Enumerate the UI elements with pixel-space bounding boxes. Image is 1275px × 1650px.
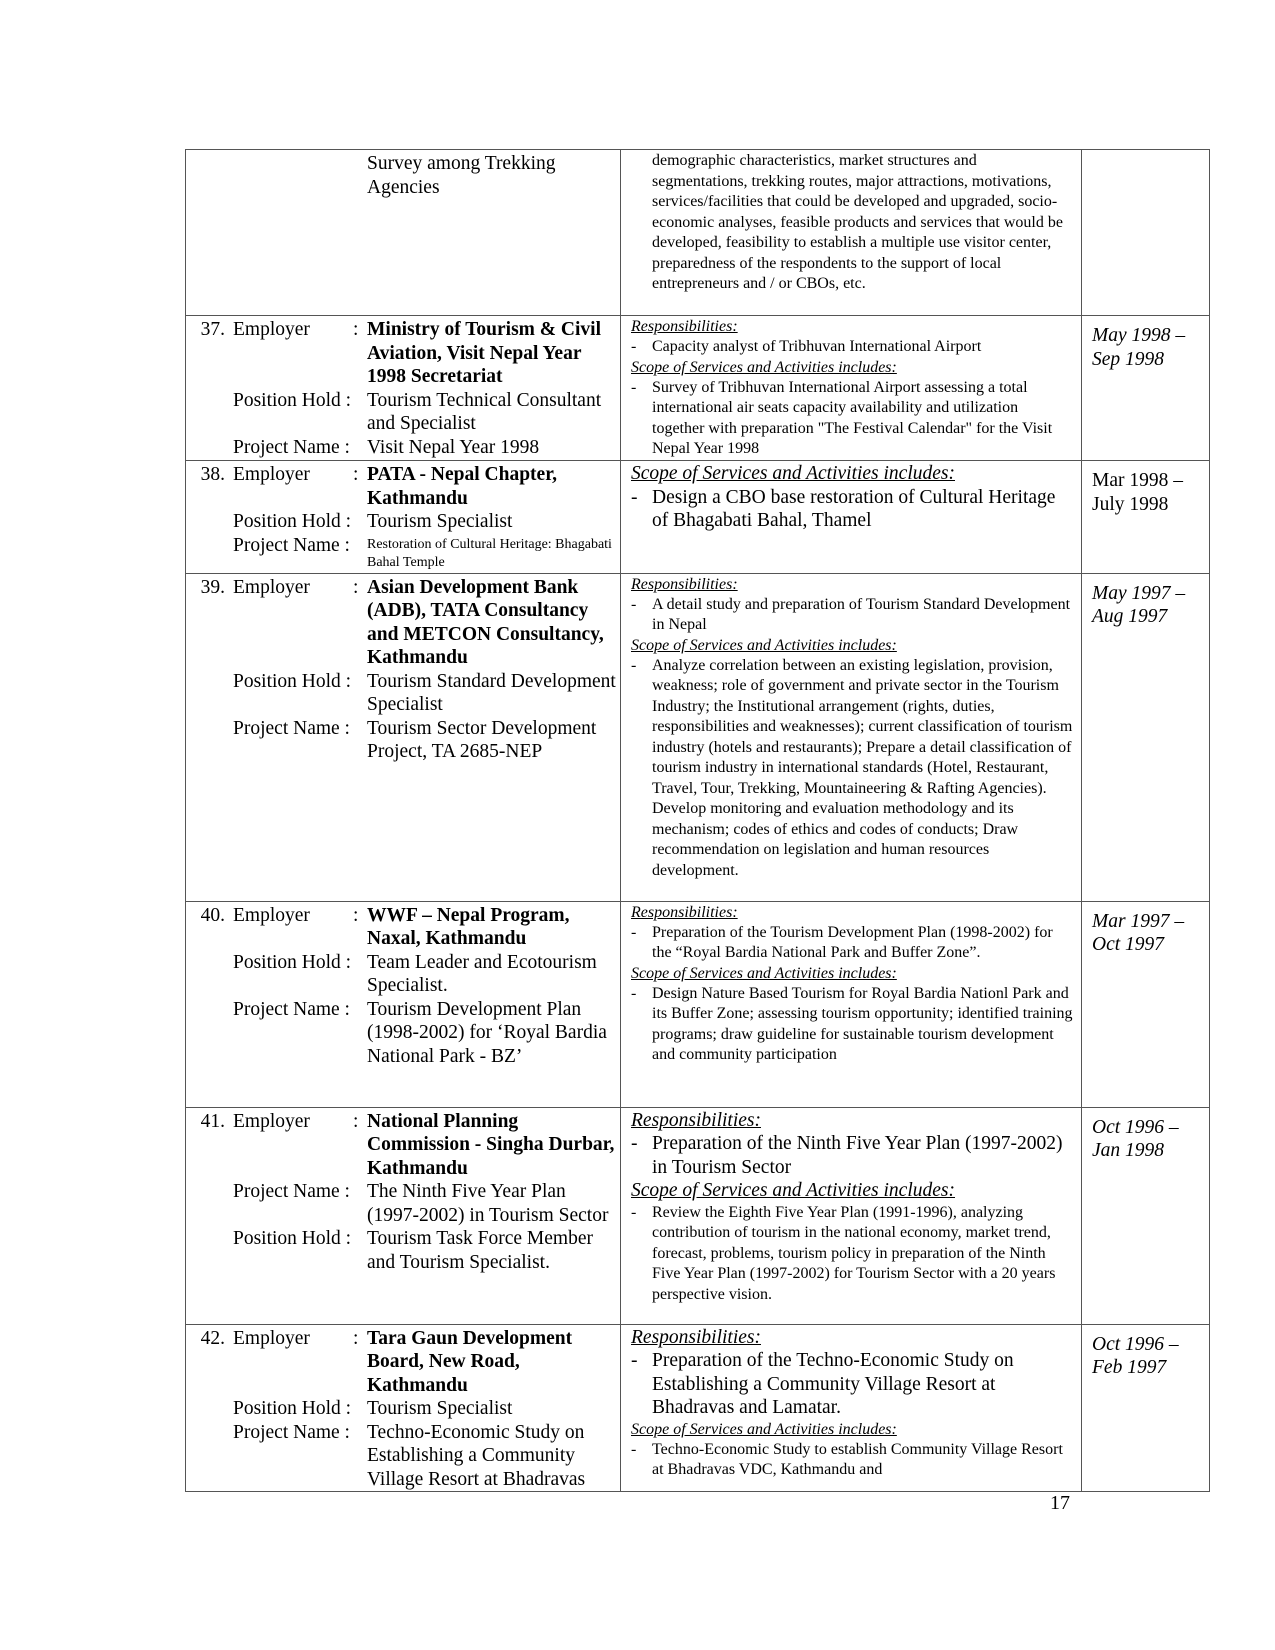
entry-number: 42. [200, 1327, 225, 1349]
table-row: 41. Employer : National Planning Commission - Singha Durbar, Kathmandu Project Name : The Ninth Five Year Plan (1997-2002) in Tourism Sector Position Hold : Tourism Task Force Member and Tourism Specialist. Responsibilities: - Preparation of the Ninth Five Year Plan (1997-2002) in Tourism Sector Scope of Services and Activities includes: - Review the Eighth Five Year Plan (1991-1996), analyzing contribution of tourism in the national economy, market trend, forecast, problems, tourism policy in preparation of the Ninth Five Year Plan (1997-2002) for Tourism Sector with a 20 years perspective vision. Oct 1996 – Jan 1998 [186, 1107, 1210, 1324]
field-label: Position Hold : [233, 951, 352, 973]
table-row [186, 150, 1210, 316]
field-value: Tourism Sector Development Project, TA 2685-NEP [367, 717, 597, 762]
field-label: Position Hold : [233, 670, 352, 692]
field-value: Restoration of Cultural Heritage: Bhagabati Bahal Temple [367, 536, 612, 570]
field-value: Visit Nepal Year 1998 [367, 436, 540, 458]
responsibilities-heading: Responsibilities: [631, 575, 738, 593]
experience-table [185, 149, 1210, 1492]
project-name-value: Survey among Trekking Agencies [367, 153, 556, 198]
field-value: Tourism Specialist [367, 511, 513, 532]
employer-value: Asian Development Bank (ADB), TATA Consultancy and METCON Consultancy, Kathmandu [367, 576, 604, 668]
scope-item: Design Nature Based Tourism for Royal Bardia Nationl Park and its Buffer Zone; assessing tourism opportunity; identified training programs; draw guideline for sustainable tourism development and community participation [652, 984, 1073, 1063]
field-value: Tourism Technical Consultant and Specialist [367, 389, 602, 434]
scope-item: Techno-Economic Study to establish Community Village Resort at Bhadravas VDC, Kathmandu and [652, 1440, 1063, 1478]
table-row: 42. Employer : Tara Gaun Development Board, New Road, Kathmandu Position Hold : Tourism Specialist Project Name : Techno-Economic Study on Establishing a Community Village Resort at Bhadravas Responsibilities: - Preparation of the Techno-Economic Study on Establishing a Community Village Resort at Bhadravas and Lamatar. Scope of Services and Activities includes: - Techno-Economic Study to establish Community Village Resort at Bhadravas VDC, Kathmandu and Oct 1996 – Feb 1997 [186, 1324, 1210, 1492]
responsibilities-heading: Responsibilities: [631, 318, 738, 335]
responsibilities-heading: Responsibilities: [631, 1109, 761, 1131]
employer-value: Ministry of Tourism & Civil Aviation, Visit Nepal Year 1998 Secretariat [367, 319, 602, 387]
entry-number: 39. [200, 576, 225, 598]
date-range: Mar 1998 – July 1998 [1092, 470, 1183, 515]
entry-number: 38. [200, 464, 225, 485]
scope-heading: Scope of Services and Activities includes: [631, 1420, 897, 1438]
employer-label: Employer [233, 904, 310, 926]
employer-label: Employer [233, 464, 310, 485]
page-number: 17 [1050, 1492, 1070, 1514]
date-range: May 1998 – Sep 1998 [1092, 325, 1186, 370]
employer-value: Tara Gaun Development Board, New Road, Kathmandu [367, 1327, 573, 1396]
employer-value: PATA - Nepal Chapter, Kathmandu [367, 464, 557, 509]
responsibility-item: Preparation of the Tourism Development Plan (1998-2002) for the “Royal Bardia National Park and Buffer Zone”. [652, 923, 1053, 961]
scope-heading: Scope of Services and Activities includes: [631, 358, 897, 376]
employer-label: Employer [233, 1110, 310, 1132]
responsibility-item: Preparation of the Techno-Economic Study on Establishing a Community Village Resort at Bhadravas and Lamatar. [652, 1350, 1014, 1418]
field-label: Position Hold : [233, 511, 352, 532]
scope-text: demographic characteristics, market structures and segmentations, trekking routes, major attractions, motivations, services/facilities that could be developed and upgraded, socio-economic analyses, feasible products and services that would be developed, feasibility to establish a multiple use visitor center, preparedness of the respondents to the support of local entrepreneurs and / or CBOs, etc. [652, 152, 1063, 292]
field-value: Tourism Standard Development Specialist [367, 670, 616, 715]
field-label: Position Hold : [233, 1398, 352, 1419]
responsibilities-heading: Responsibilities: [631, 1326, 761, 1348]
table-row: 37. Employer : Ministry of Tourism & Civil Aviation, Visit Nepal Year 1998 Secretariat Position Hold : Tourism Technical Consultant and Specialist Project Name : Visit Nepal Year 1998 Responsibilities: - Capacity analyst of Tribhuvan International Airport Scope of Services and Activities includes: - Survey of Tribhuvan International Airport assessing a total international air seats capacity availability and utilization together with preparation "The Festival Calendar" for the Visit Nepal Year 1998 May 1998 – Sep 1998 [186, 316, 1210, 461]
entry-number: 37. [200, 319, 225, 340]
employer-label: Employer [233, 576, 310, 598]
scope-heading: Scope of Services and Activities includes: [631, 463, 955, 484]
date-range [1082, 150, 1209, 158]
scope-heading: Scope of Services and Activities includes: [631, 1180, 955, 1201]
date-range: Mar 1997 – Oct 1997 [1092, 910, 1185, 955]
responsibilities-heading: Responsibilities: [631, 903, 738, 921]
table-row: 39. Employer : Asian Development Bank (ADB), TATA Consultancy and METCON Consultancy, Kathmandu Position Hold : Tourism Standard Development Specialist Project Name : Tourism Sector Development Project, TA 2685-NEP Responsibilities: - A detail study and preparation of Tourism Standard Development in Nepal Scope of Services and Activities includes: - Analyze correlation between an existing legislation, provision, weakness; role of government and private sector in the Tourism Industry; the Institutional arrangement (rights, duties, responsibilities and weaknesses); current classification of tourism industry (hotels and restaurants); Prepare a detail classification of tourism industry in international standards (Hotel, Restaurant, Travel, Tour, Trekking, Mountaineering & Rafting Agencies). Develop monitoring and evaluation methodology and its mechanism; codes of ethics and codes of conducts; Draw recommendation on legislation and human resources development. May 1997 – Aug 1997 [186, 573, 1210, 901]
responsibility-item: Preparation of the Ninth Five Year Plan (1997-2002) in Tourism Sector [652, 1133, 1063, 1178]
field-value: The Ninth Five Year Plan (1997-2002) in Tourism Sector [367, 1181, 609, 1226]
table-row: 38. Employer : PATA - Nepal Chapter, Kathmandu Position Hold : Tourism Specialist Project Name : Restoration of Cultural Heritage: Bhagabati Bahal Temple Scope of Services and Activities includes: - Design a CBO base restoration of Cultural Heritage of Bhagabati Bahal, Thamel Mar 1998 – July 1998 [186, 461, 1210, 574]
field-label: Position Hold : [233, 1228, 352, 1249]
field-label: Project Name : [233, 1181, 350, 1202]
scope-item: Survey of Tribhuvan International Airport assessing a total international air seats capacity availability and utilization together with preparation "The Festival Calendar" for the Visit Nepal Year 1998 [652, 378, 1053, 457]
field-value: Tourism Development Plan (1998-2002) for ‘Royal Bardia National Park - BZ’ [367, 998, 607, 1067]
responsibility-item: A detail study and preparation of Tourism Standard Development in Nepal [652, 595, 1071, 633]
entry-number: 41. [200, 1110, 225, 1132]
scope-item: Analyze correlation between an existing legislation, provision, weakness; role of government and private sector in the Tourism Industry; the Institutional arrangement (rights, duties, responsibilities and weaknesses); current classification of tourism industry (hotels and restaurants); Prepare a detail classification of tourism industry in international standards (Hotel, Restaurant, Travel, Tour, Trekking, Mountaineering & Rafting Agencies). Develop monitoring and evaluation methodology and its mechanism; codes of ethics and codes of conducts; Draw recommendation on legislation and human resources development. [652, 656, 1073, 879]
employer-label: Employer [233, 1327, 310, 1349]
date-range: May 1997 – Aug 1997 [1092, 582, 1186, 627]
field-label: Project Name : [233, 534, 350, 556]
employer-value: National Planning Commission - Singha Durbar, Kathmandu [367, 1110, 615, 1179]
field-label: Project Name : [233, 998, 350, 1020]
date-range: Oct 1996 – Feb 1997 [1092, 1333, 1179, 1378]
employer-label: Employer [233, 319, 310, 340]
scope-item: Review the Eighth Five Year Plan (1991-1996), analyzing contribution of tourism in the national economy, market trend, forecast, problems, tourism policy in preparation of the Ninth Five Year Plan (1997-2002) for Tourism Sector with a 20 years perspective vision. [652, 1203, 1056, 1303]
field-label: Project Name : [233, 717, 350, 739]
entry-number: 40. [200, 904, 225, 926]
field-label: Project Name : [233, 1421, 350, 1443]
table-row: 40. Employer : WWF – Nepal Program, Naxal, Kathmandu Position Hold : Team Leader and Ecotourism Specialist. Project Name : Tourism Development Plan (1998-2002) for ‘Royal Bardia National Park - BZ’ Responsibilities: - Preparation of the Tourism Development Plan (1998-2002) for the “Royal Bardia National Park and Buffer Zone”. Scope of Services and Activities includes: - Design Nature Based Tourism for Royal Bardia Nationl Park and its Buffer Zone; assessing tourism opportunity; identified training programs; draw guideline for sustainable tourism development and community participation Mar 1997 – Oct 1997 [186, 901, 1210, 1107]
date-range: Oct 1996 – Jan 1998 [1092, 1116, 1179, 1161]
field-value: Tourism Task Force Member and Tourism Specialist. [367, 1228, 593, 1273]
field-value: Team Leader and Ecotourism Specialist. [367, 951, 597, 996]
scope-item: Design a CBO base restoration of Cultural Heritage of Bhagabati Bahal, Thamel [652, 486, 1056, 531]
scope-heading: Scope of Services and Activities includes: [631, 636, 897, 654]
responsibility-item: Capacity analyst of Tribhuvan International Airport [652, 338, 982, 355]
field-value: Tourism Specialist [367, 1398, 513, 1419]
field-label: Project Name : [233, 436, 350, 458]
field-value: Techno-Economic Study on Establishing a Community Village Resort at Bhadravas [367, 1421, 586, 1490]
field-label: Position Hold : [233, 389, 352, 411]
scope-heading: Scope of Services and Activities includes: [631, 964, 897, 982]
employer-value: WWF – Nepal Program, Naxal, Kathmandu [367, 904, 570, 949]
